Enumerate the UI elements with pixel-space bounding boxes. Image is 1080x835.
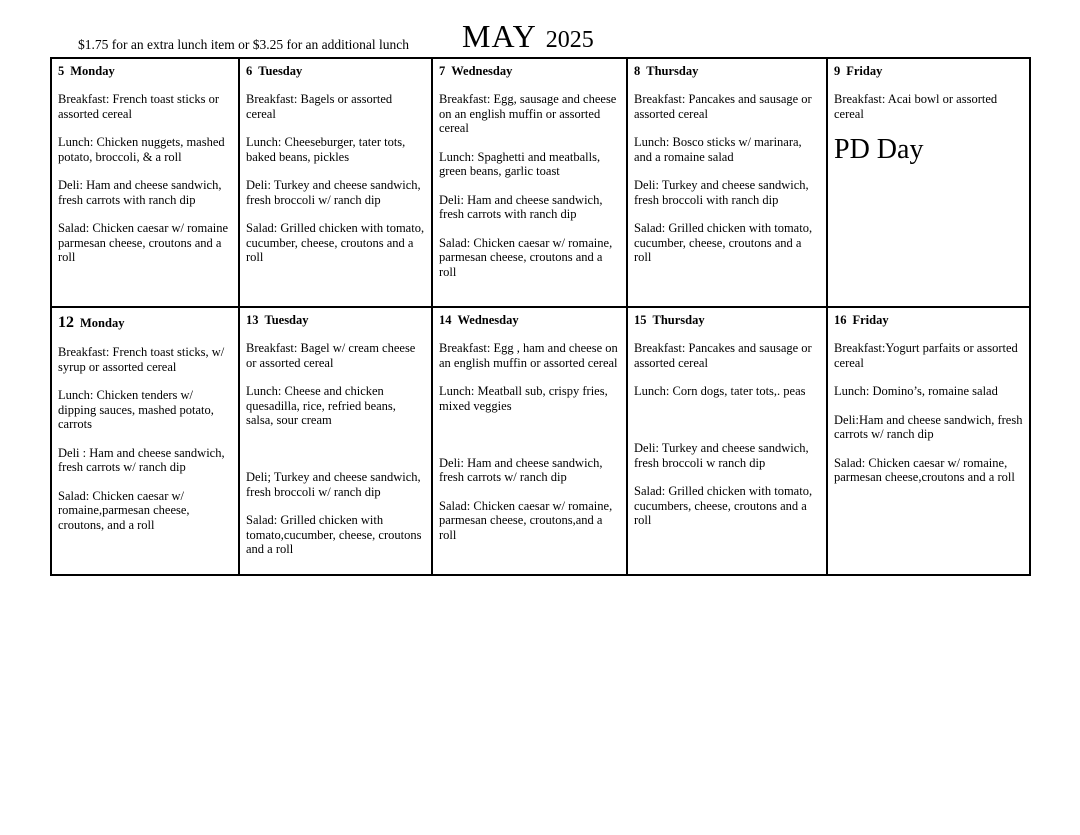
menu-item: Salad: Chicken caesar w/ romaine, parmesan cheese,croutons and a roll: [834, 455, 1015, 484]
day-cell: [52, 59, 238, 306]
menu-item: Lunch: Corn dogs, tater tots,. peas: [634, 384, 806, 398]
day-menu-items: [246, 92, 425, 265]
day-cell: [52, 308, 238, 574]
day-number: 9: [834, 64, 841, 78]
menu-item: Breakfast: Pancakes and sausage or assorted cereal: [634, 341, 812, 370]
day-weekday: Monday: [70, 64, 115, 78]
day-cell: [240, 308, 431, 574]
menu-item: Breakfast: Egg, sausage and cheese on an english muffin or assorted cereal: [439, 92, 617, 135]
day-header: [439, 311, 620, 328]
menu-item: Salad: Chicken caesar w/ romaine, parmesan cheese, croutons,and a roll: [439, 498, 613, 542]
menu-item: Breakfast: Egg , ham and cheese on an english muffin or assorted cereal: [439, 341, 618, 370]
day-weekday: Wednesday: [457, 313, 519, 327]
menu-item: Breakfast: Bagels or assorted cereal: [246, 92, 393, 121]
menu-item: Salad: Grilled chicken with tomato, cucumber, cheese, croutons and a roll: [634, 221, 813, 264]
day-menu-items: [58, 345, 232, 532]
day-number: 16: [834, 313, 847, 327]
day-cell: [240, 59, 431, 306]
day-header: [246, 311, 425, 328]
day-menu-items: [58, 92, 232, 265]
day-menu-items: [634, 341, 820, 528]
day-weekday: Friday: [846, 64, 883, 78]
day-cell: [433, 308, 626, 574]
menu-item: Salad: Chicken caesar w/ romaine parmesan cheese, croutons and a roll: [58, 221, 229, 264]
menu-item: Deli:Ham and cheese sandwich, fresh carrots w/ ranch dip: [834, 412, 1023, 441]
menu-item: Deli: Turkey and cheese sandwich, fresh broccoli with ranch dip: [634, 178, 809, 207]
day-header: [58, 311, 232, 332]
menu-item: Lunch: Bosco sticks w/ marinara, and a romaine salad: [634, 135, 802, 164]
menu-item: Salad: Grilled chicken with tomato,cucumber, cheese, croutons and a roll: [246, 513, 422, 556]
menu-item: Deli: Ham and cheese sandwich, fresh carrots with ranch dip: [439, 192, 603, 221]
day-weekday: Tuesday: [264, 313, 309, 327]
menu-item: Breakfast: French toast sticks, w/ syrup or assorted cereal: [58, 345, 225, 374]
day-number: 13: [246, 313, 259, 327]
menu-item: Deli; Turkey and cheese sandwich, fresh broccoli w/ ranch dip: [246, 470, 421, 499]
menu-item: Deli: Ham and cheese sandwich, fresh carrots with ranch dip: [58, 178, 222, 207]
menu-item: Lunch: Chicken nuggets, mashed potato, broccoli, & a roll: [58, 135, 225, 164]
menu-item: Lunch: Cheese and chicken quesadilla, rice, refried beans, salsa, sour cream: [246, 384, 396, 427]
day-number: 7: [439, 64, 446, 78]
day-menu-items: [246, 341, 425, 557]
menu-item: Breakfast: Bagel w/ cream cheese or assorted cereal: [246, 341, 416, 370]
day-header: [246, 62, 425, 79]
day-weekday: Wednesday: [451, 64, 513, 78]
day-header: [834, 311, 1023, 328]
day-weekday: Thursday: [646, 64, 699, 78]
price-note: $1.75 for an extra lunch item or $3.25 for an additional lunch: [78, 37, 410, 52]
day-cell: [828, 59, 1029, 306]
day-cell: [628, 59, 826, 306]
day-menu-items: [634, 92, 820, 265]
menu-item: Salad: Grilled chicken with tomato, cucumbers, cheese, croutons and a roll: [634, 484, 813, 527]
menu-item: Salad: Grilled chicken with tomato, cucumber, cheese, croutons and a roll: [246, 221, 425, 264]
day-header: [634, 62, 820, 79]
day-weekday: Monday: [80, 316, 125, 330]
menu-item: Breakfast:Yogurt parfaits or assorted cereal: [834, 341, 1018, 370]
menu-item: Lunch: Chicken tenders w/ dipping sauces, mashed potato, carrots: [58, 388, 214, 432]
day-menu-items: [439, 92, 620, 279]
menu-item: Lunch: Spaghetti and meatballs, green beans, garlic toast: [439, 149, 601, 178]
day-cell: [628, 308, 826, 574]
day-number: 5: [58, 64, 65, 78]
day-cell: [433, 59, 626, 306]
special-day-note: PD Day: [834, 134, 924, 165]
day-header: [834, 62, 1023, 79]
day-weekday: Friday: [852, 313, 889, 327]
day-number: 12: [58, 314, 74, 331]
menu-item: Lunch: Domino’s, romaine salad: [834, 384, 998, 398]
day-header: [634, 311, 820, 328]
title-year: 2025: [545, 27, 594, 53]
menu-item: Deli: Ham and cheese sandwich, fresh carrots w/ ranch dip: [439, 455, 603, 484]
day-number: 8: [634, 64, 641, 78]
menu-item: Breakfast: Acai bowl or assorted cereal: [834, 92, 998, 121]
menu-item: Breakfast: Pancakes and sausage or assorted cereal: [634, 92, 812, 121]
day-weekday: Thursday: [652, 313, 705, 327]
page-title: [462, 20, 594, 52]
menu-item: Lunch: Meatball sub, crispy fries, mixed veggies: [439, 384, 608, 413]
day-header: [439, 62, 620, 79]
menu-item: Lunch: Cheeseburger, tater tots, baked beans, pickles: [246, 135, 406, 164]
day-menu-items: [834, 341, 1023, 485]
menu-item: Deli: Turkey and cheese sandwich, fresh broccoli w/ ranch dip: [246, 178, 421, 207]
menu-item: Deli : Ham and cheese sandwich, fresh carrots w/ ranch dip: [58, 445, 225, 475]
menu-item: Salad: Chicken caesar w/ romaine, parmesan cheese, croutons and a roll: [439, 235, 613, 279]
day-number: 6: [246, 64, 253, 78]
title-month: MAY: [462, 18, 537, 54]
day-number: 15: [634, 313, 647, 327]
day-menu-items: [834, 92, 1023, 166]
day-cell: [828, 308, 1029, 574]
day-header: [58, 62, 232, 79]
menu-item: Deli: Turkey and cheese sandwich, fresh broccoli w ranch dip: [634, 441, 809, 470]
menu-item: Breakfast: French toast sticks or assorted cereal: [58, 92, 220, 121]
menu-item: Salad: Chicken caesar w/ romaine,parmesan cheese, croutons, and a roll: [58, 488, 190, 532]
day-menu-items: [439, 341, 620, 542]
menu-calendar: [50, 57, 1031, 576]
day-number: 14: [439, 313, 452, 327]
day-weekday: Tuesday: [258, 64, 303, 78]
